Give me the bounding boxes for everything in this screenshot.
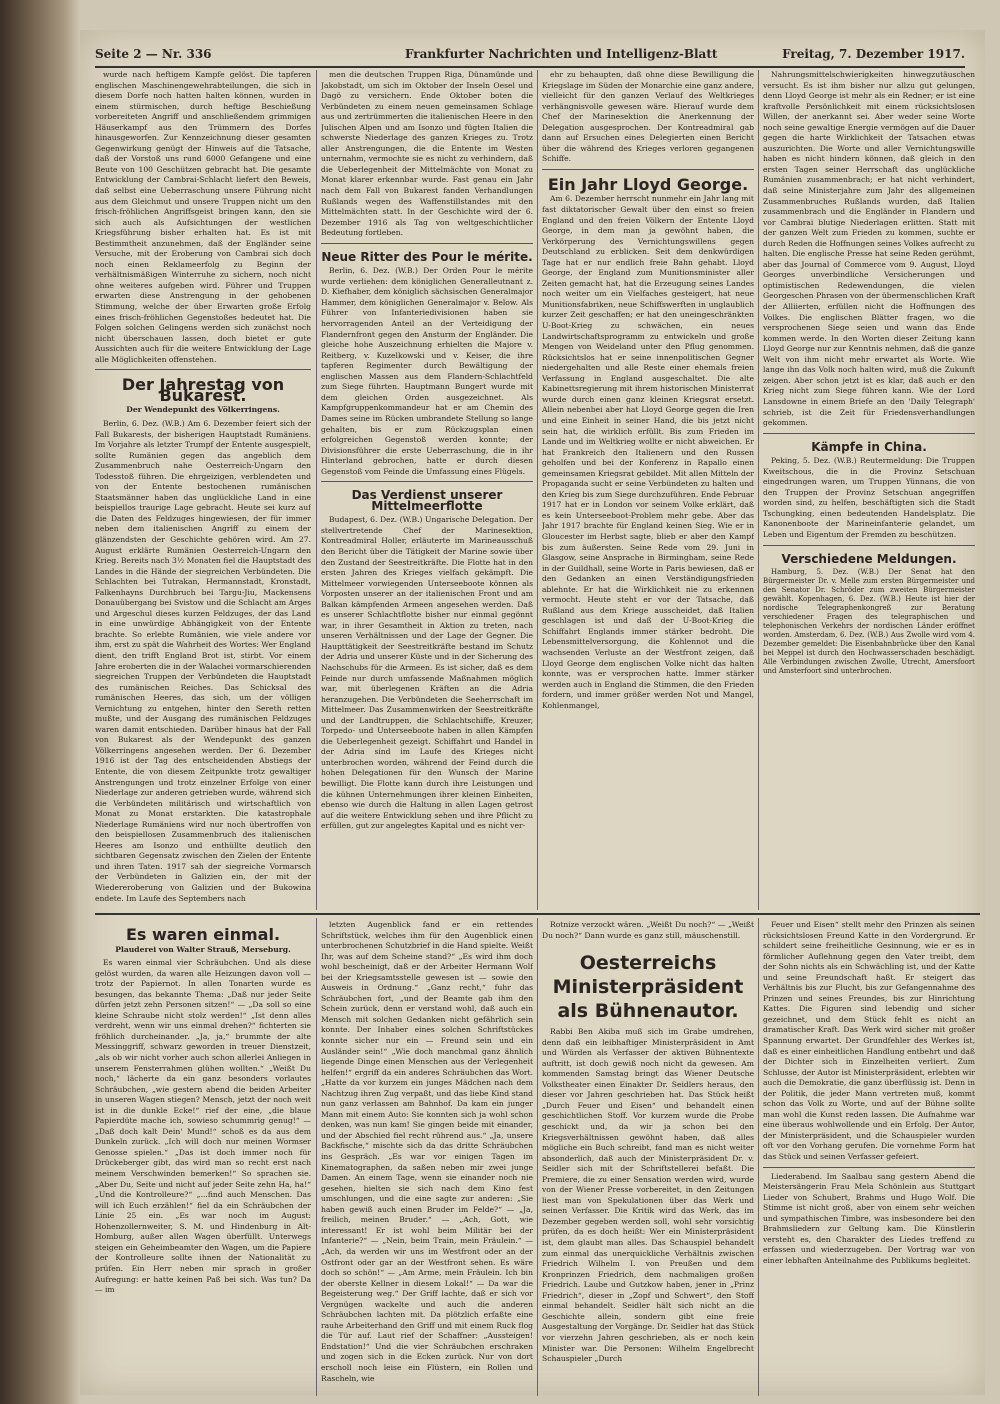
article-body-china: Peking, 5. Dez. (W.B.) Reutermeldung: Die Truppen Kweitschous, die in die Provinz Setschuan eingedrungen waren, um Truppen Yünnans, die von den Truppen der Provinz Setschuan angegriffen worden sind, zu helfen, beschäftigten sich die Stadt Tschungking, einen bedeutenden Handelsplatz. Die Kanonenboote der Marineinfanterie gelandet, um Leben und Eigentum der Fremden zu beschützen. [763,456,975,539]
article-continuation: ehr zu behaupten, daß ohne diese Bewilligung die Kriegslage im Süden der Monarchie eine ganz andere, vielleicht für den ganzen Verlauf des Weltkrieges verhängnisvolle gewesen wäre. Hierauf wurde dem Chef der Marinesektion die Anerkennung der Delegation ausgesprochen. Der Kontreadmiral gab dann auf Ersuchen eines Delegierten einen Bericht über die während des Krieges verloren gegangenen Schiffe. [542,70,754,164]
divider [542,169,754,170]
article-body-ministerpraesident: Rabbi Ben Akiba muß sich im Grabe umdrehen, denn daß ein leibhaftiger Ministerpräsident in Amt und Würden als Verfasser der aktiven Bühnentexte auftritt, ist doch gewiß noch nicht da gewesen. Am kommenden Samstag bringt das Wiener Deutsche Volkstheater einen Einakter Dr. Seidlers heraus, den dieser vor Jahren geschrieben hat. Das Stück heißt „Durch Feuer und Eisen“ und behandelt einen geschichtlichen Stoff. Vor kurzem wurde die Probe geschickt und, da wir ja schon bei den Kriegsverhältnissen gewöhnt haben, daß alles mögliche ein Buch schreibt, fand man es nicht weiter absonderlich, daß auch der Ministerpräsident Dr. v. Seidler sich mit der Schriftstellerei befaßt. Die Premiere, die zu einer Sensation werden wird, wurde von der Wiener Presse vorbereitet, in den Zeitungen liest man von Spekulationen über das Werk und seinen Verfasser. Die Kritik wird das Werk, das im Dezember gegeben werden soll, wohl sehr vorsichtig prüfen, da es doch heißt: Wer ein Ministerpräsident ist, dem glaubt man alles. Das Schauspiel behandelt zum einmal das unerquickliche Verhältnis zwischen Friedrich Wilhelm I. von Preußen und dem Kronprinzen Friedrich, dem nachmaligen großen Friedrich. Laube und Gutzkow haben, jener in „Prinz Friedrich“, dieser in „Zopf und Schwert“, den Stoff einmal behandelt. Seidler hält sich nicht an die Geschichte allein, sondern gibt eine freie Ausgestaltung der Vorgänge. Dr. Seidler hat das Stück vor vierzehn Jahren geschrieben, als er noch kein Minister war. Die Personen: Wilhelm Engelbrecht Schauspieler „Durch [542,1027,754,1364]
article-title-meldungen: Verschiedene Meldungen. [781,551,957,566]
article-column-1 [95,70,311,912]
article-column-4 [763,70,975,912]
feuilleton-body: Es waren einmal vier Schräubchen. Und als diese gelöst wurden, da waren alle Heizungen davon voll — trotz der Papiernot. In allen Tonarten wurde es besungen, das bekannte Thema: „Daß nur jeder Seite dürfen jetzt zehn Personen sitzen!“ — „Da soll so eine kleine Schraube nicht stolz werden!“ „Ist denn alles verdreht, wenn wir uns einmal drehen?“ fichterten sie fröhlich durcheinander. „Ja, ja,“ brummte der alte Messinggriff, schwarz geworden in treuer Dienstzeit, „als ob wir nicht vorher auch schon allerlei Anliegen in unserem Fensterrahmen glühen wollten.“ „Weißt Du noch,“ lächerte da ein ganz besonders vorlautes Schräubchen, „wie gestern abend die beiden Arbeiter in unseren Wagen stiegen? Mensch, jetzt der noch weit ist in die dunkle Ecke!“ rief der eine, „die blaue Papierdüte mache ich, sowieso schummrig genug!“ — „Daß doch kalt Dein' Mund!“ schoß es da aus dem Dunkeln zurück. „Ich will doch nur meinen Wormser Genosse spielen.“ „Das ist doch immer noch für Drückeberger gibt, das wird man so recht erst nach meinem Verschwinden bemerken!“ So sprachen sie. „Aber Du, Seite und nicht auf jeder Seite zehn Ha, ha!“ „Und die Kontrolleure?“ „...find auch Menschen. Das will ich Euch erzählen!“ fiel da ein Schräubchen der Linie 25 ein. „Es war noch im August: Hohenzollernweiter, S. M. und Hindenburg in Alt-Homburg, außer allen Wagen überfüllt. Unterwegs steigen ein Geheimbeamter den Wagen, um die Papiere der Kontrolleure sollte ihnen der Nationalität zu prüfen. Ein Herr neben mir sprach in großer Aufregung: er hatte keinen Paß bei sich. Was tun? Da — im [95,958,311,1295]
feuilleton-subtitle: Plauderei von Walter Strauß, Merseburg. [115,944,291,954]
article-body-ministerpraesident-cont: Feuer und Eisen“ stellt mehr den Prinzen als seinen rücksichtslosen Freund Katte in den Vordergrund. Er schildert seine freiheitliche Gesinnung, wie er es in förmlicher Auflehnung gegen den Vater treibt, dem der Sohn nichts als ein Schwächling ist, und der Katte und seine Freundschaft haßt. Er steigert das Verhältnis bis zur Flucht, bis zur Gefangennahme des Prinzen und seines Freundes, bis zur Hinrichtung Kattes. Die Figuren sind lebendig und sicher gezeichnet, und dem Stück fehlt es nicht an dramatischer Kraft. Das Werk wird sicher mit großer Spannung erwartet. Der Grundfehler des Werkes ist, daß es einer einheitlichen Handlung entbehrt und daß der Dichter sich in Einzelheiten verliert. Zum Schlusse, der Autor ist Ministerpräsident, erlebten wir auch die Demokratie, die ganz überflüssig ist. Denn in der Politik, die jeder Mann vertreten muß, kommt schon das Volk zu Worte, und auf der Bühne sollte man wohl die Kunst reden lassen. Die Aufnahme war eine überaus wohlwollende und ein Erfolg. Der Autor, der Ministerpräsident, und die Schauspieler wurden oft vor den Vorhang gerufen. Die vornehme Form hat das Stück und seinen Verfasser gefeiert. [763,920,975,1162]
feuilleton-column-4 [763,920,975,1394]
article-title-bukarest: Der Jahrestag von Bukarest. [121,375,285,405]
column-divider [537,70,538,910]
article-subtitle: Der Wendepunkt des Völkerringens. [126,405,280,415]
book-binding-edge [0,0,80,1404]
article-body-liederabend: Liederabend. Im Saalbau sang gestern Abend die Meistersängerin Frau Mela Schönlein aus Stuttgart Lieder von Schubert, Brahms und Hugo Wolf. Die Stimme ist nicht groß, aber von einem sehr weichen und sympathischen Timbre, was insbesondere bei den Brahmsliedern zur Geltung kam. Die Künstlerin versteht es, den Charakter des Liedes treffend zu erfassen und wiederzugeben. Der Vortrag war von einer lebhaften Anteilnahme des Publikums begleitet. [763,1171,975,1265]
article-column-2 [321,70,533,912]
column-divider [758,918,759,1396]
article-title-china: Kämpfe in China. [811,439,927,454]
section-divider [95,913,980,915]
article-title-lloyd-george: Ein Jahr Lloyd George. [547,174,749,194]
page-number-label: Seite 2 — Nr. 336 [95,47,212,61]
feuilleton-continuation: Rotnize verzockt wären. „Weißt Du noch?“ — „Weißt Du noch?“ Dann wurde es ganz still, mäuschenstill. [542,920,754,940]
issue-date: Freitag, 7. Dezember 1917. [782,47,965,61]
divider [763,1167,975,1168]
article-title-mittelmeerflotte: Das Verdienst unserer Mittelmeerflotte [351,488,503,513]
column-divider [316,70,317,910]
feuilleton-body: letzten Augenblick fand er ein rettendes Schriftstück, welches ihm für den Augenblick einen unterbrochenen Schutzbrief in die Hand spielte. Weißt Ihr, was auf dem Scheine stand?“ „Es wird ihm doch wohl bescheinigt, daß er der Arbeiter Hermann Wolf bei der Kriegsamtsstelle gewesen ist — sowie den Ausweis in Ordnung.“ „Ganz recht,“ fuhr das Schräubchen fort, „und der Beamte gab ihm den Schein zurück, denn er verstand wohl, daß auch ein Mensch mit solchen Gedanken nicht gefährlich sein konnte. Der Inhaber eines solchen Schriftstückes konnte sicher nur ein — Freund sein und ein Ausländer sein!“ „Wie doch manchmal ganz ähnlich liegende Dinge einen Menschen aus der Verlegenheit helfen!“ ergriff da ein anderes Schräubchen das Wort. „Hatte da vor kurzem ein junges Mädchen nach dem Nachtzug ihren Zug verpaßt, und das liebe Kind stand nun ganz verlassen am Bahnhof. Da kam ein junger Mann mit einem Auto: Sie konnten sich ja wohl schon denken, was nun kam! Sie gingen beide mit einander, und der Abschied fiel recht rührend aus.“ „Ja, unsere Backfische,“ mischte sich da das dritte Schräubchen ins Gespräch. „Es war vor einigen Tagen im Kinematographen, da saßen neben mir zwei junge Damen. An einem Tage, wenn sie einander noch nie gesehen, hielten sie sich nach dem Kino fest umschlungen, und die eine sagte zur anderen: „Sie haben gewiß auch einen Bruder im Felde?“ — „Ja, freilich, meinen Bruder.“ — „Ach, Gott, wie interessant! Er ist wohl beim Militär bei der Infanterie?“ — „Nein, beim Train, mein Fräulein.“ — „Ach, da werden wir uns im Westfront oder an der Ostfront oder gar an der Westfront sehen. Es wäre doch so schön!“ — „Am Arme, mein Fräulein. Ich bin der oberste Kellner in diesem Lokal!“ — Da war die Begeisterung weg.“ Der Griff lachte, daß er sich vor Vergnügen wackelte und auch die anderen Schräubchen lachten mit. Da plötzlich erfaßte eine rauhe Arbeiterhand den Griff und mit einem Ruck flog die Tür auf. Laut rief der Schaffner: „Aussteigen! Endstation!“ Und die vier Schräubchen erschraken und zogen sich in die Ecken zurück. Nur von dort erscholl noch leise ein Flüstern, ein Rollen und Rascheln, wie [321,920,533,1383]
article-continuation: wurde nach heftigem Kampfe gelöst. Die tapferen englischen Maschinengewehrabteilungen, die sich in diesem Dorfe noch hatten halten können, wurden in einem stürmischen, durch heftige Beschießung vorbereiteten Angriff und anschließendem grimmigen Häuserkampf aus den Trümmern des Dorfes hinausgeworfen. Zur Kennzeichnung dieser gesamten Gegenwirkung genügt der Hinweis auf die Tatsache, daß der Vorstoß uns rund 6000 Gefangene und eine Beute von 100 Geschützen gebracht hat. Die gesamte Entwicklung der Cambrai-Schlacht liefert den Beweis, daß selbst eine Ueberraschung unsere Führung nicht aus dem Gleichmut und unsere Truppen nicht um den frisch-fröhlichen Angriffsgeist bringen kann, den sie sich auch als Aufsichtungen der westlichen Kriegsführung bisher erhalten hat. Es ist mit Bestimmtheit anzunehmen, daß der Engländer seine Versuche, mit der Eroberung von Cambrai sich doch noch einen Reklameerfolg zu Beginn der verhältnismäßigen Winterruhe zu sichern, noch nicht ohne weiteres aufgeben wird. Führer und Truppen erwarten diese Anstrengung in der gehobenen Stimmung, welche der über Erwarten große Erfolg eines frisch-fröhlichen Gegenstoßes bedeutet hat. Die Folgen solchen Gelingens werden sich zunächst noch nicht überschauen lassen, doch bietet er gute Aussichten auch für die weitere Entwicklung der Lage alle Möglichkeiten offenstehen. [95,70,311,364]
divider [95,369,311,370]
feuilleton-title: Es waren einmal. [125,925,281,944]
article-column-3 [542,70,754,912]
divider [763,545,975,546]
column-divider [537,918,538,1396]
article-body-pour-le-merite: Berlin, 6. Dez. (W.B.) Der Orden Pour le mérite wurde verliehen: dem königlichen Generalleutnant z. D. Kiefhaber, dem königlich sächsischen Generalmajor Hammer, dem königlichen Generalmajor v. Below. Als Führer von Infanteriedivisionen haben sie hervorragenden Anteil an der Verteidigung der Flandernfront gegen den Ansturm der Engländer. Die gleiche hohe Auszeichnung erhielten die Majore v. Reitberg, v. Kuzelkowski und v. Keiser, die ihre tapferen Regimenter durch Bewältigung der englischen Massen aus dem Flandern-Schlachtfeld zum Siege führten. Hauptmann Bungert wurde mit dem gleichen Orden ausgezeichnet. Als Kampfgruppenkommandeur hat er am Chemin des Dames seine im Rücken umbrandete Stellung so lange gehalten, bis er zum Rückzugsplan einen erfolgreichen Gegenstoß werden konnte; der Divisionsführer die erste Ueberraschung, die in ihr Hinterland gebrochen, hatte er durch diesen Gegenstoß vom Feinde die Umfassung eines Flügels. [321,266,533,476]
article-body-meldungen: Hamburg, 5. Dez. (W.B.) Der Senat hat den Bürgermeister Dr. v. Melle zum ersten Bürgermeister und den Senator Dr. Schröder zum zweiten Bürgermeister gewählt. Kopenhagen, 6. Dez. (W.B.) Heute ist hier der nordische Telegraphenkongreß zur Beratung verschiedener Fragen des telegraphischen und telephonischen Verkehrs der nordischen Länder eröffnet worden. Amsterdam, 6. Dez. (W.B.) Aus Zwolle wird vom 4. Dezember gemeldet: Die Eisenbahnbrücke über den Kanal bei Meppel ist durch den Hochwasserschaden beschädigt. Alle Verbindungen zwischen Zwolle, Utrecht, Amersfoort und Amsterfoort sind unterbrochen. [763,568,975,676]
article-body-bukarest: Berlin, 6. Dez. (W.B.) Am 6. Dezember feiert sich der Fall Bukarests, der bisherigen Hauptstadt Rumäniens. Im Vorjahre als letzter Trumpf der Entente ausgespielt, sollte Rumänien gegen das angeblich dem Zusammenbruch nahe Oesterreich-Ungarn den Todesstoß führen. Die ehrgeizigen, verblendeten und von der Entente bestochenen rumänischen Staatsmänner haben das unglückliche Land in eine beispiellos traurige Lage gebracht. Heute sei kurz auf die Daten des Feldzuges hingewiesen, der für immer neben dem italienischen Angriff zu einem der glänzendsten der Geschichte gehören wird. Am 27. August erklärte Rumänien Oesterreich-Ungarn den Krieg. Bereits nach 3½ Monaten fiel die Hauptstadt des Landes in die Hände der siegreichen Verbündeten. Die Schlachten bei Tutrakan, Hermannstadt, Kronstadt, Falkenhayns Durchbruch bei Targu-Jiu, Mackensens Donauübergang bei Svistow und die Schlacht am Arges und Argeschul dieses kurzen Feldzuges, der das Land in eine unwürdige Abhängigkeit von der Entente brachte. So erlebte Rumänien, wie viele andere vor ihm, erst zu spät die Wahrheit des Wortes: Wer England dient, den trifft England Brot ist, stirbt. Vor einem Jahre eroberten die in der Walachei vormarschierenden siegreichen Truppen der Verbündeten die Hauptstadt des rumänischen Reiches. Das Schicksal des rumänischen Heeres, das sich, um der völligen Vernichtung zu entgehen, hinter den Sereth retten mußte, und der Ausgang des rumänischen Feldzuges waren damit entschieden. Darüber hinaus hat der Fall von Bukarest als der Wendepunkt des ganzen Völkerringens angesehen werden. Der 6. Dezember 1916 ist der Tag des entscheidenden Abstiegs der Entente, die von diesem Zeitpunkte trotz gewaltiger Anstrengungen und trotz einzelner Erfolge von einer Niederlage zur anderen getrieben wurde, während sich die Verbündeten militärisch und wirtschaftlich von Monat zu Monat erstarkten. Die katastrophale Niederlage Rumäniens wird nur noch übertroffen von den beispiellosen Zusammenbruch des italienischen Heeres am Isonzo und enthüllte deutlich den sichtbaren Gegensatz zwischen den Zielen der Entente und ihren Taten. 1917 sah der siegreiche Vormarsch der Verbündeten in Galizien ein, der mit der Wiedereroberung von Galizien und der Bukowina endete. Im Laufe des Septembers nach [95,418,311,903]
newspaper-title: Frankfurter Nachrichten und Intelligenz-Blatt [405,47,718,61]
column-divider [758,70,759,910]
article-body-lloyd-george: Am 6. Dezember herrscht nunmehr ein Jahr lang mit fast diktatorischer Gewalt über den einst so freien England und den freien Völkern der Entente Lloyd George, in dem man ja gewöhnt haben, die Verkörperung des Vernichtungswillens gegen Deutschland zu erblicken. Seit dem denkwürdigen Tage hat er nur endlich freie Bahn gehabt. Lloyd George, der England zum Munitionsminister aller Zeiten gemacht hat, hat die Erzeugung seines Landes noch weiter um ein Vielfaches gesteigert, hat neue Munitionsfabriken, neue Schiffswerften in unglaublich kurzer Zeit geschaffen; er hat den uneingeschränkten U-Boot-Krieg zu schwächen, ein neues Landwirtschaftsprogramm zu entwickeln und große Mengen von Weideland unter den Pflug genommen. Rücksichtslos hat er seine innenpolitischen Gegner niedergehalten und alle Reste einer ehemals freien Verfassung in England ausgeschaltet. Die alte Kabinettsregierung mit ihrem historischen Ministerrat wurde durch einen ganz kleinen Kriegsrat ersetzt. Allein nebenbei aber hat Lloyd George gegen die Iren und eine Einheit in seiner Hand, die bis jetzt nicht sein hat, die wirklich erfüllt. Bis zum Frieden im Lande und im Weltkrieg wollte er nicht abweichen. Er hat Frankreich den Italienern und den Russen geholfen und bei der Konferenz in Rapallo einen gemeinsamen Kriegsrat gebildet. Mit allen Mitteln der Propaganda sucht er seine Verbündeten zu halten und den Krieg bis zum Siege durchzuführen. Ende Februar 1917 hat er in London vor seinem Volke erklärt, daß es kein Unterseeboot-Problem mehr gebe. Aber das Jahr 1917 brachte für England keinen Sieg. Wie er in Gloucester im Herbst sagte, blieb er aber den Kampf bis zum äußersten. Seine Rede vom 29. Juni in Glasgow, seine Ansprache in Birmingham, seine Rede in der Guildhall, seine Worte in Paris bewiesen, daß er den Gedanken an einen Verständigungsfrieden ablehnte. Er hat die Wirklichkeit nie zu erkennen vermocht. Heute steht er vor der Tatsache, daß Rußland aus dem Kriege ausscheidet, daß Italien geschlagen ist und daß der U-Boot-Krieg die Schiffahrt Englands immer stärker bedroht. Die Lebensmittelversorgung, die Kohlennot und die wachsenden Verluste an der Westfront zeigen, daß Lloyd George dem englischen Volke nicht das halten konnte, was er versprochen hatte. Immer stärker werden auch in England die Stimmen, die den Frieden fordern, und immer größer werden Not und Mangel, Kohlenmangel, [542,194,754,710]
masthead [95,44,965,68]
article-title-pour-le-merite: Neue Ritter des Pour le mérite. [321,249,533,264]
column-divider [316,918,317,1396]
divider [321,481,533,482]
feuilleton-column-3 [542,920,754,1394]
divider [763,433,975,434]
article-title-ministerpraesident: Oesterreichs Ministerpräsident als Bühnenautor. [552,952,744,1023]
feuilleton-column-1 [95,920,311,1394]
article-continuation: men die deutschen Truppen Riga, Dünamünde und Jakobstadt, um sich im Oktober der Inseln Oesel und Dagö zu versichern. Ende Oktober boten die Verbündeten zu einem neuen gemeinsamen Schlage aus und zertrümmerten die italienischen Heere in den Julischen Alpen und am Isonzo und fügten Italien die schwerste Niederlage des ganzen Krieges zu. Trotz aller Anstrengungen, die die Entente im Westen unternahm, vermochte sie es nicht zu verhindern, daß die Ueberlegenheit der Mittelmächte von Monat zu Monat klarer erkennbar wurde. Fast genau ein Jahr nach dem Fall von Bukarest fanden Verhandlungen Rußlands wegen des Waffenstillstandes mit den Mittelmächten statt. In der Geschichte wird der 6. Dezember 1916 als Tag von weltgeschichtlicher Bedeutung fortleben. [321,70,533,238]
article-continuation: Nahrungsmittelschwierigkeiten hinwegzutäuschen versucht. Es ist ihm bisher nur allzu gut gelungen, denn Lloyd George ist mehr als ein Redner; er ist eine kraftvolle Persönlichkeit mit einem rücksichtslosen Willen, der anerkannt sei. Aber weder seine Worte noch seine gewaltige Energie vermögen auf die Dauer gegen die harte Wirklichkeit der Tatsachen etwas auszurichten. Die Worte und aller Vernichtungswille haben es nicht hindern können, daß gleich in den ersten Tagen seiner Herrschaft das unglückliche Rumänien zusammenbrach; er hat nicht verhindert, daß seine Ministerjahre zum Jahr des allgemeinen Zusammenbruches Rußlands wurden, daß Italien zusammenbrach und die Engländer in Flandern und vor Cambrai blutige Niederlagen erlitten. Statt mit der ganzen Welt zum Frieden zu kommen, suchte er durch Reden die Hoffnungen seines Volkes aufrecht zu halten. Die englische Presse hat seine Reden gerühmt, aber das Journal of Commerce vom 9. August, Lloyd Georges unverbindliche Versicherungen und optimistischen Redewendungen, die vielen Georgeschen Phrasen von der übermenschlichen Kraft der Alliierten, erfüllen nicht die Hoffnungen des Volkes. Die englischen Blätter fragen, wo die versprochenen Siege seien und wann das Ende kommen werde. In den Worten dieser Zeitung kann Lloyd George nur zur Kenntnis nehmen, daß die ganze Welt von ihm nicht mehr erwartet als Worte. Wie lange ihn das Volk noch halten wird, muß die Zukunft zeigen. Aber schon jetzt ist es klar, daß auch er den Krieg nicht zum Siege führen kann. Wie der Lord Lansdowne in einem Briefe an den 'Daily Telegraph' schrieb, ist die Zeit für Friedensverhandlungen gekommen. [763,70,975,428]
article-body-mittelmeerflotte: Budapest, 6. Dez. (W.B.) Ungarische Delegation. Der stellvertretende Chef der Marinesektion, Kontreadmiral Holler, erläuterte im Marineausschuß den Bericht über die Tätigkeit der Marine sowie über den Zustand der Seestreitkräfte. Die Flotte hat in den ersten Jahren des Krieges vielfach gekämpft. Die Mittelmeer vorwiegenden Unterseeboote können als Vorposten unserer an der italienischen Front und am Balkan kämpfenden Armeen angesehen werden. Daß es unserer Schlachtflotte bisher nur einmal gegönnt war, in ihrer Gesamtheit in Aktion zu treten, nach unseren Verhältnissen und der Lage der Gegner. Die Haupttätigkeit der Seestreitkräfte bestand im Schutz der Adria und unserer Küste und in der Sicherung des Nachschubs für die Armeen. Es ist sicher, daß es dem Feinde nur durch umfassende Maßnahmen möglich war, mit überlegenen Kräften an die Adria heranzugehen. Die Verbündeten die Seeherrschaft im Mittelmeer. Das Zusammenwirken der Seestreitkräfte und der Landtruppen, die Schlachtschiffe, Kreuzer, Torpedo- und Unterseeboote haben in allen Kämpfen die Ueberlegenheit gezeigt. Schiffahrt und Handel in der Adria sind im Laufe des Krieges nicht unterbrochen worden, während der Feind durch die hohen Delegationen für den Wunsch der Marine bewilligt. Die Flotte kann durch ihre Leistungen und die kühnen Unternehmungen ihrer kleinen Einheiten, ebenso wie durch die Haltung in allen Lagen getrost auf die weitere Entwicklung sehen und ihre Pflicht zu erfüllen, gut zur angelegtes Kapital und es nicht ver- [321,515,533,831]
divider [321,243,533,244]
feuilleton-column-2 [321,920,533,1394]
